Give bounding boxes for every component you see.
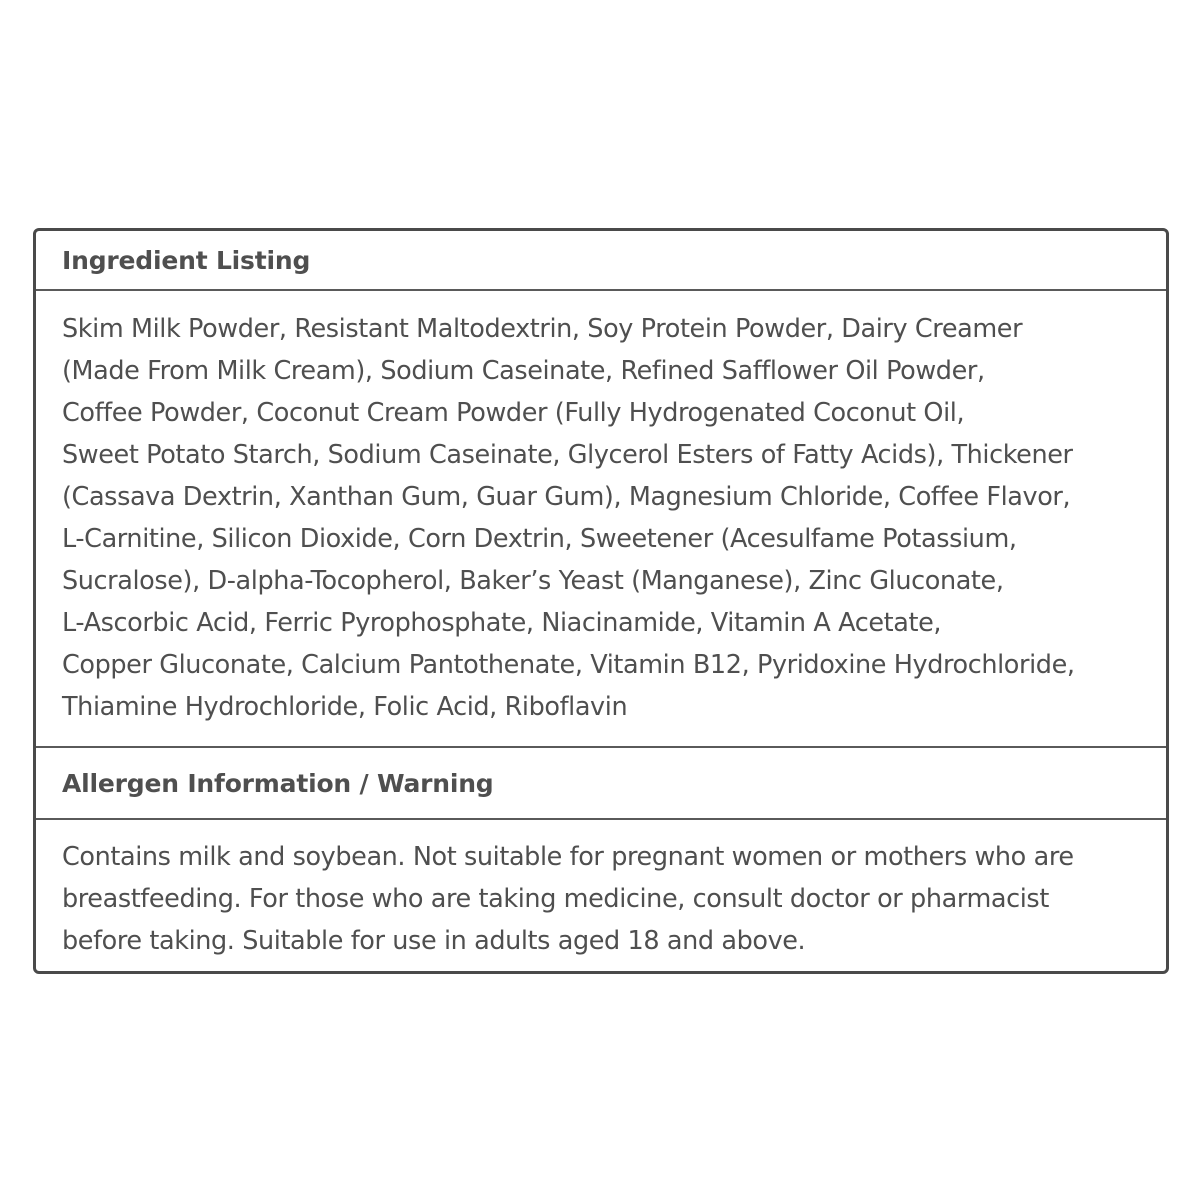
allergen-line: Contains milk and soybean. Not suitable for pregnant women or mothers who are	[62, 842, 1074, 872]
ingredient-line: L-Carnitine, Silicon Dioxide, Corn Dextrin, Sweetener (Acesulfame Potassium,	[62, 524, 1017, 554]
allergen-line: before taking. Suitable for use in adults aged 18 and above.	[62, 926, 806, 956]
ingredient-line: Sucralose), D-alpha-Tocopherol, Baker’s Yeast (Manganese), Zinc Gluconate,	[62, 566, 1004, 596]
allergen-warning-body	[36, 820, 1166, 971]
ingredient-line: Thiamine Hydrochloride, Folic Acid, Riboflavin	[62, 692, 628, 722]
ingredient-line: Copper Gluconate, Calcium Pantothenate, Vitamin B12, Pyridoxine Hydrochloride,	[62, 650, 1075, 680]
ingredient-line: Skim Milk Powder, Resistant Maltodextrin, Soy Protein Powder, Dairy Creamer	[62, 314, 1023, 344]
ingredient-line: Sweet Potato Starch, Sodium Caseinate, Glycerol Esters of Fatty Acids), Thickener	[62, 440, 1073, 470]
ingredient-listing-body	[36, 291, 1166, 746]
ingredient-line: (Made From Milk Cream), Sodium Caseinate, Refined Safflower Oil Powder,	[62, 356, 985, 386]
ingredient-line: Coffee Powder, Coconut Cream Powder (Fully Hydrogenated Coconut Oil,	[62, 398, 965, 428]
allergen-warning-heading: Allergen Information / Warning	[62, 768, 494, 798]
ingredient-line: (Cassava Dextrin, Xanthan Gum, Guar Gum), Magnesium Chloride, Coffee Flavor,	[62, 482, 1071, 512]
ingredient-listing-heading: Ingredient Listing	[62, 245, 311, 275]
allergen-line: breastfeeding. For those who are taking medicine, consult doctor or pharmacist	[62, 884, 1049, 914]
product-info-table	[33, 228, 1169, 974]
ingredient-line: L-Ascorbic Acid, Ferric Pyrophosphate, Niacinamide, Vitamin A Acetate,	[62, 608, 942, 638]
